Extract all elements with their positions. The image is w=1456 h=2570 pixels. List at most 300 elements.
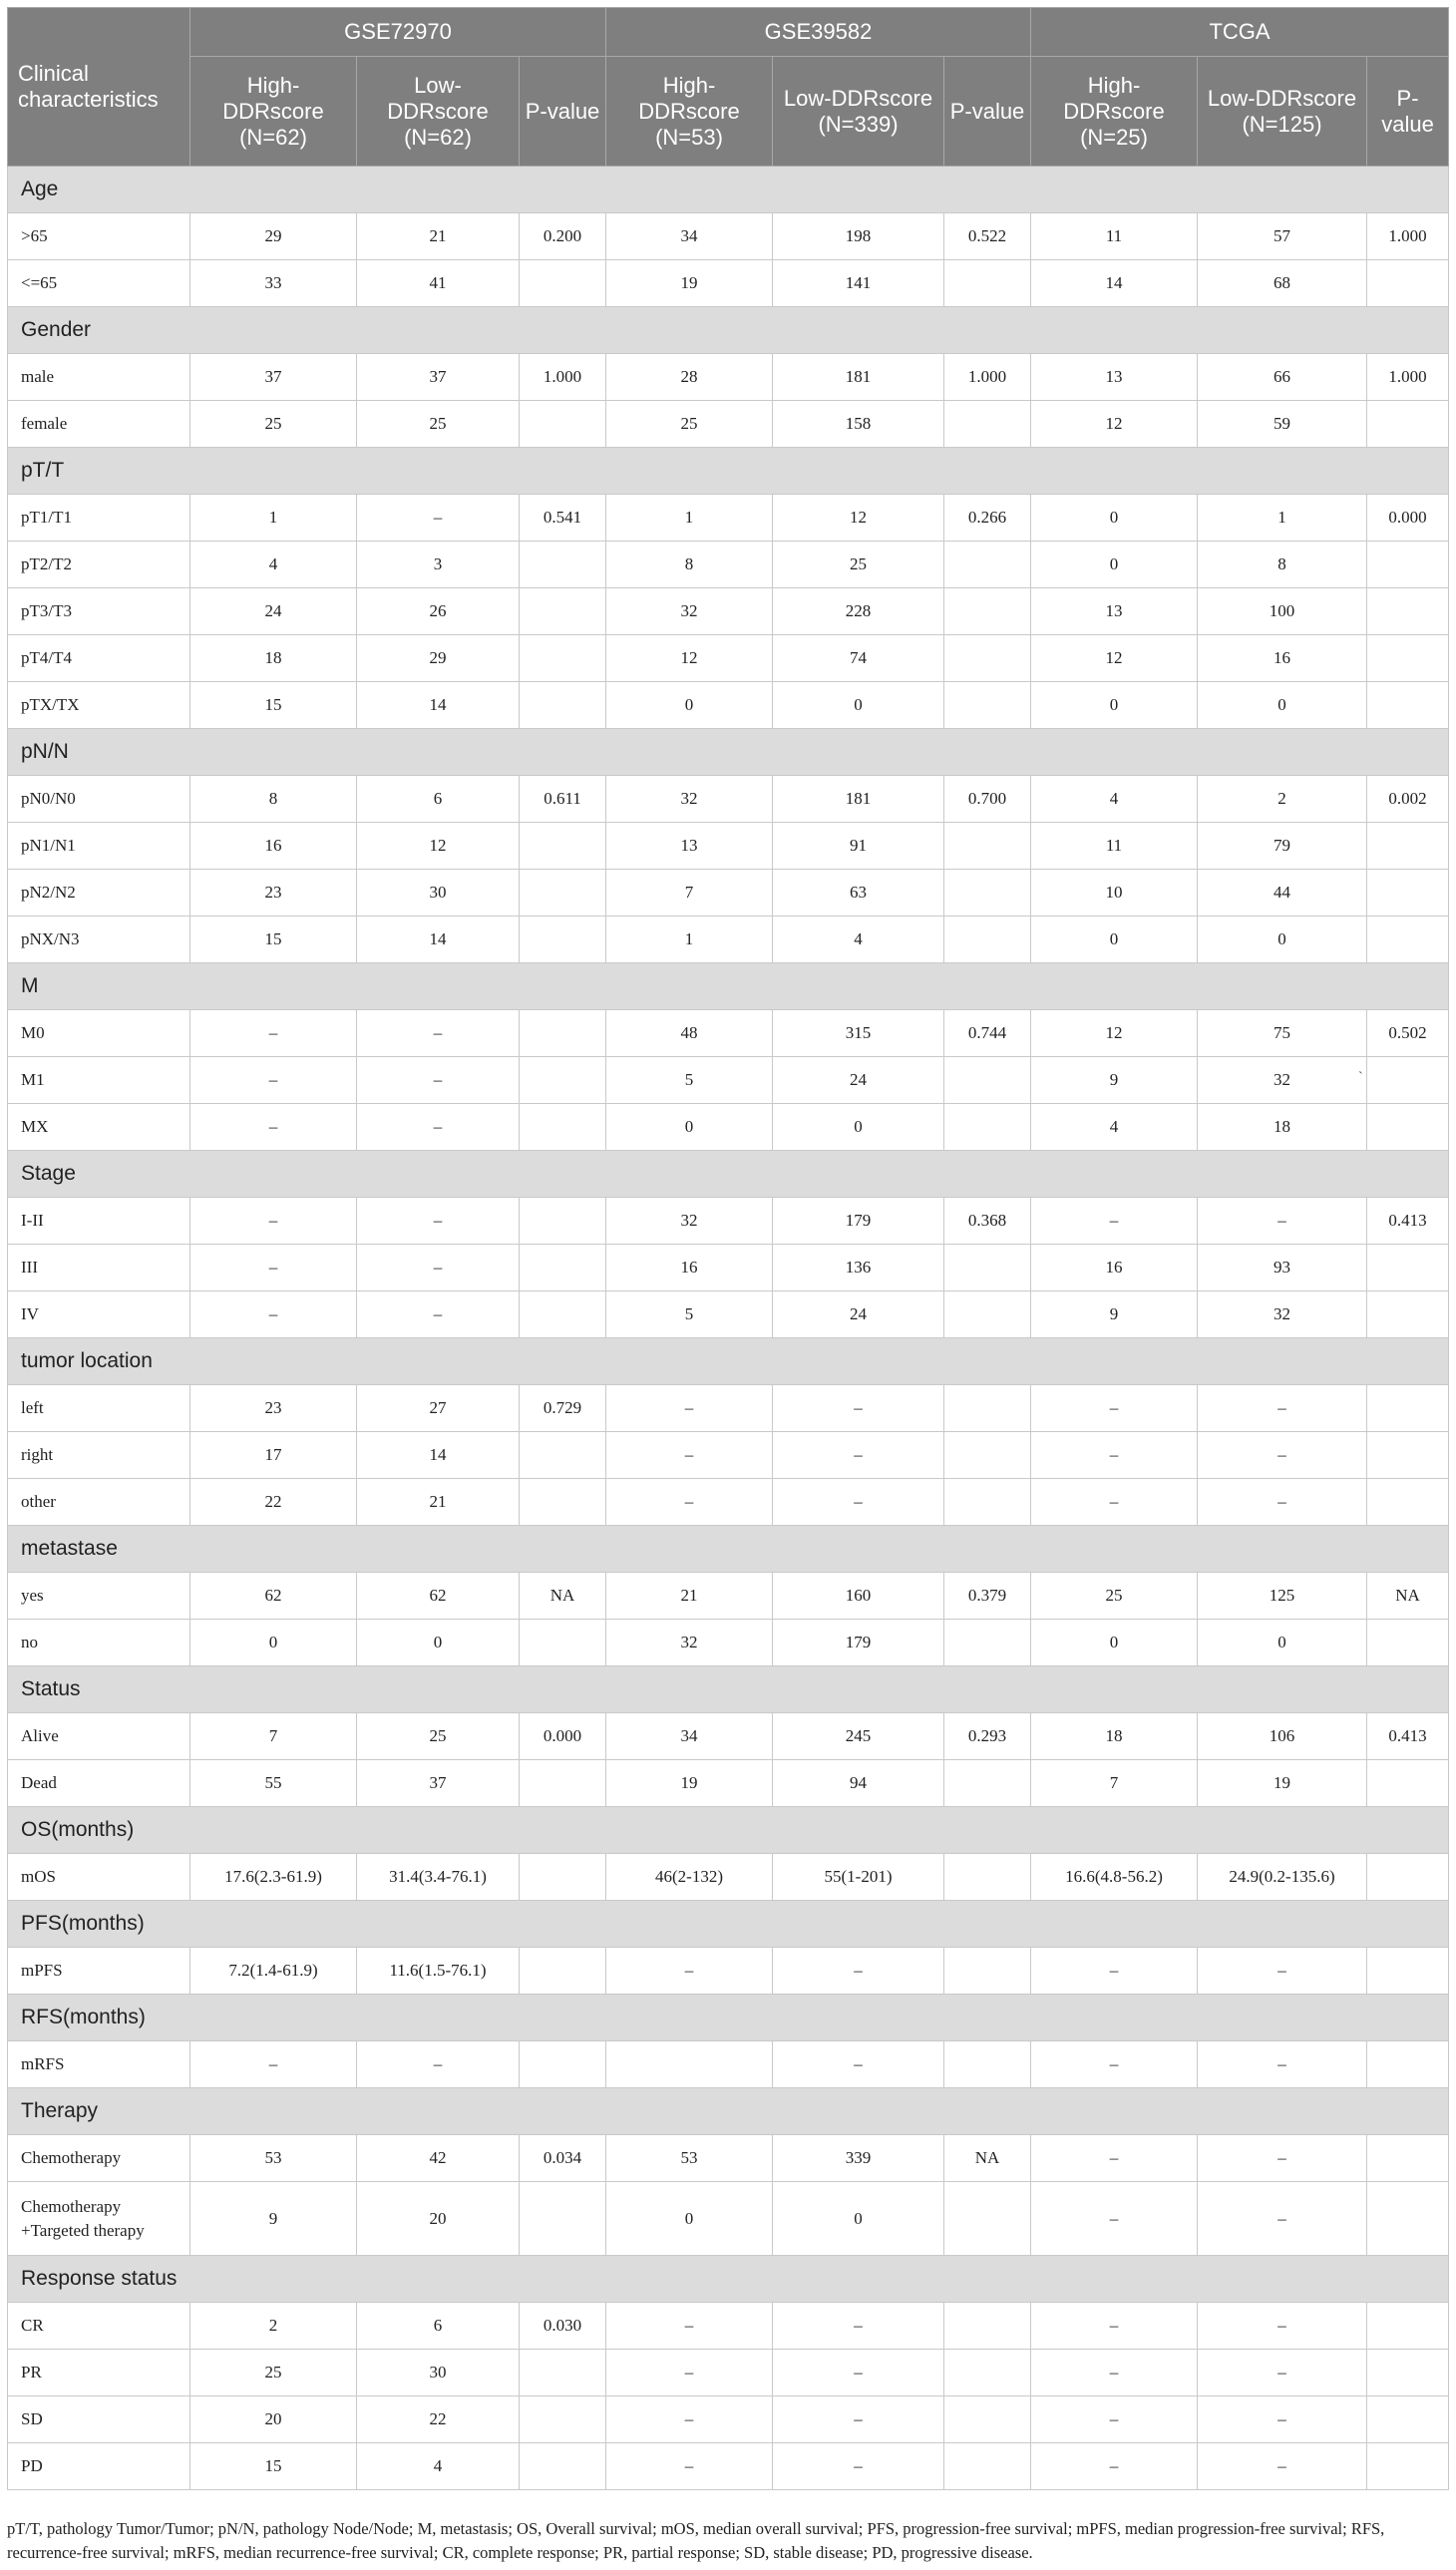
- table-cell: 12: [1031, 1010, 1198, 1057]
- table-cell: 8: [190, 776, 357, 823]
- table-cell: 93: [1198, 1245, 1367, 1291]
- table-cell: 74: [773, 635, 944, 682]
- section-title: metastase: [8, 1526, 1449, 1573]
- table-cell: –: [357, 1245, 520, 1291]
- table-cell: –: [357, 1198, 520, 1245]
- table-header: [8, 8, 1449, 167]
- table-cell: 0.200: [520, 213, 606, 260]
- table-row: [8, 917, 1449, 963]
- table-cell: –: [606, 1948, 773, 1995]
- table-cell: 0.034: [520, 2135, 606, 2182]
- table-cell: –: [773, 1479, 944, 1526]
- table-cell: [1367, 823, 1449, 870]
- table-cell: 7: [1031, 1760, 1198, 1807]
- table-cell: 25: [190, 2350, 357, 2396]
- table-cell: –: [606, 2303, 773, 2350]
- section-title: Gender: [8, 307, 1449, 354]
- table-cell: [944, 2396, 1031, 2443]
- table-cell: 0: [1031, 1620, 1198, 1666]
- table-cell: 21: [357, 213, 520, 260]
- table-cell: 0.000: [520, 1713, 606, 1760]
- section-title: Stage: [8, 1151, 1449, 1198]
- table-row: [8, 2443, 1449, 2490]
- row-label: <=65: [8, 260, 190, 307]
- table-cell: 7: [606, 870, 773, 917]
- table-cell: –: [1198, 2303, 1367, 2350]
- table-cell: 0.413: [1367, 1713, 1449, 1760]
- section-title: M: [8, 963, 1449, 1010]
- table-cell: 339: [773, 2135, 944, 2182]
- table-cell: –: [357, 495, 520, 542]
- header-tcga-pvalue: P-value: [1367, 57, 1449, 167]
- table-cell: 94: [773, 1760, 944, 1807]
- row-label: pT2/T2: [8, 542, 190, 588]
- table-cell: [944, 917, 1031, 963]
- table-cell: 27: [357, 1385, 520, 1432]
- table-cell: 228: [773, 588, 944, 635]
- table-cell: 34: [606, 213, 773, 260]
- table-cell: –: [1198, 2350, 1367, 2396]
- table-cell: –: [606, 2443, 773, 2490]
- table-cell: 0.368: [944, 1198, 1031, 1245]
- row-label: yes: [8, 1573, 190, 1620]
- table-cell: [944, 2182, 1031, 2256]
- table-cell: –: [1198, 2396, 1367, 2443]
- table-cell: 41: [357, 260, 520, 307]
- row-label: pT1/T1: [8, 495, 190, 542]
- table-cell: [520, 588, 606, 635]
- section-row: [8, 307, 1449, 354]
- table-cell: –: [1031, 2182, 1198, 2256]
- table-cell: 30: [357, 870, 520, 917]
- table-cell: 13: [1031, 354, 1198, 401]
- header-gse39582-low: Low-DDRscore (N=339): [773, 57, 944, 167]
- table-cell: 15: [190, 682, 357, 729]
- table-cell: –: [773, 2303, 944, 2350]
- table-cell: 25: [773, 542, 944, 588]
- table-cell: 0.379: [944, 1573, 1031, 1620]
- table-cell: 14: [357, 682, 520, 729]
- table-cell: [1367, 917, 1449, 963]
- row-label: Dead: [8, 1760, 190, 1807]
- row-label: mPFS: [8, 1948, 190, 1995]
- table-cell: 14: [357, 917, 520, 963]
- table-cell: 0: [606, 682, 773, 729]
- table-cell: [944, 1620, 1031, 1666]
- header-gse72970-low: Low-DDRscore (N=62): [357, 57, 520, 167]
- row-label: M0: [8, 1010, 190, 1057]
- table-cell: 26: [357, 588, 520, 635]
- table-cell: –: [190, 2041, 357, 2088]
- table-cell: 32: [606, 588, 773, 635]
- table-cell: [520, 1104, 606, 1151]
- table-cell: 0: [357, 1620, 520, 1666]
- table-cell: 14: [1031, 260, 1198, 307]
- table-cell: 0.293: [944, 1713, 1031, 1760]
- table-row: [8, 1620, 1449, 1666]
- table-cell: [520, 1010, 606, 1057]
- section-row: [8, 2088, 1449, 2135]
- table-cell: 0: [773, 682, 944, 729]
- row-label: pNX/N3: [8, 917, 190, 963]
- row-label: Chemotherapy: [8, 2135, 190, 2182]
- table-cell: [520, 2443, 606, 2490]
- table-cell: 160: [773, 1573, 944, 1620]
- section-row: [8, 1807, 1449, 1854]
- table-cell: [944, 2443, 1031, 2490]
- table-cell: 7.2(1.4-61.9): [190, 1948, 357, 1995]
- row-label: female: [8, 401, 190, 448]
- table-cell: 15: [190, 2443, 357, 2490]
- table-cell: 0.729: [520, 1385, 606, 1432]
- table-cell: [520, 1432, 606, 1479]
- table-cell: [1367, 1385, 1449, 1432]
- table-cell: [1367, 1760, 1449, 1807]
- table-cell: 12: [357, 823, 520, 870]
- table-cell: 0.522: [944, 213, 1031, 260]
- table-cell: [1367, 2396, 1449, 2443]
- table-cell: –: [190, 1291, 357, 1338]
- table-cell: 91: [773, 823, 944, 870]
- table-cell: –: [1198, 2135, 1367, 2182]
- table-cell: –: [1198, 1479, 1367, 1526]
- table-cell: 0: [773, 1104, 944, 1151]
- table-row: [8, 213, 1449, 260]
- table-cell: 0: [1031, 682, 1198, 729]
- table-cell: –: [190, 1198, 357, 1245]
- table-cell: [520, 1245, 606, 1291]
- table-cell: [944, 823, 1031, 870]
- table-cell: –: [1031, 1198, 1198, 1245]
- table-cell: 59: [1198, 401, 1367, 448]
- table-cell: –: [773, 2396, 944, 2443]
- table-cell: 2: [190, 2303, 357, 2350]
- clinical-characteristics-table: [7, 7, 1449, 2490]
- table-cell: 0: [773, 2182, 944, 2256]
- table-row: [8, 1104, 1449, 1151]
- header-cohort-gse72970: GSE72970: [190, 8, 606, 57]
- table-cell: [1367, 1057, 1449, 1104]
- table-cell: 6: [357, 2303, 520, 2350]
- table-cell: 1.000: [1367, 354, 1449, 401]
- table-cell: 53: [190, 2135, 357, 2182]
- table-cell: –: [1031, 1385, 1198, 1432]
- table-cell: 46(2-132): [606, 1854, 773, 1901]
- section-row: [8, 1151, 1449, 1198]
- row-label: SD: [8, 2396, 190, 2443]
- table-row: [8, 1760, 1449, 1807]
- table-cell: 100: [1198, 588, 1367, 635]
- table-cell: 0: [1198, 682, 1367, 729]
- table-cell: 42: [357, 2135, 520, 2182]
- table-cell: [520, 1854, 606, 1901]
- row-label: right: [8, 1432, 190, 1479]
- table-row: [8, 1854, 1449, 1901]
- table-cell: 9: [1031, 1291, 1198, 1338]
- section-row: [8, 963, 1449, 1010]
- table-cell: 0: [1031, 495, 1198, 542]
- table-cell: 0: [1031, 542, 1198, 588]
- table-cell: 1.000: [1367, 213, 1449, 260]
- table-cell: 44: [1198, 870, 1367, 917]
- table-cell: [944, 1057, 1031, 1104]
- table-cell: –: [1198, 1198, 1367, 1245]
- table-cell: 55: [190, 1760, 357, 1807]
- table-cell: 23: [190, 870, 357, 917]
- table-cell: 136: [773, 1245, 944, 1291]
- table-cell: 32: [1198, 1057, 1367, 1104]
- table-cell: –: [357, 2041, 520, 2088]
- section-row: [8, 1526, 1449, 1573]
- header-gse39582-high: High-DDRscore (N=53): [606, 57, 773, 167]
- table-cell: 62: [190, 1573, 357, 1620]
- table-cell: 16.6(4.8-56.2): [1031, 1854, 1198, 1901]
- header-clinical-characteristics: Clinical characteristics: [8, 8, 190, 167]
- row-label: pTX/TX: [8, 682, 190, 729]
- table-row: [8, 1245, 1449, 1291]
- table-cell: 8: [606, 542, 773, 588]
- table-cell: 12: [606, 635, 773, 682]
- table-cell: [1367, 1479, 1449, 1526]
- table-cell: 25: [357, 401, 520, 448]
- table-row: [8, 588, 1449, 635]
- row-label: pN1/N1: [8, 823, 190, 870]
- table-cell: –: [1031, 1948, 1198, 1995]
- table-cell: –: [1198, 1948, 1367, 1995]
- table-cell: 37: [190, 354, 357, 401]
- section-row: [8, 167, 1449, 213]
- table-cell: –: [773, 1432, 944, 1479]
- row-label: mOS: [8, 1854, 190, 1901]
- table-cell: 4: [1031, 1104, 1198, 1151]
- table-cell: [520, 1760, 606, 1807]
- table-row: [8, 1713, 1449, 1760]
- table-cell: 11.6(1.5-76.1): [357, 1948, 520, 1995]
- table-cell: –: [357, 1104, 520, 1151]
- table-cell: [944, 588, 1031, 635]
- section-title: OS(months): [8, 1807, 1449, 1854]
- table-cell: 158: [773, 401, 944, 448]
- table-cell: –: [190, 1010, 357, 1057]
- header-cohort-tcga: TCGA: [1031, 8, 1449, 57]
- table-cell: [1367, 2135, 1449, 2182]
- table-cell: [1367, 1432, 1449, 1479]
- table-cell: 18: [1031, 1713, 1198, 1760]
- table-cell: 24: [773, 1057, 944, 1104]
- row-label: other: [8, 1479, 190, 1526]
- section-row: [8, 448, 1449, 495]
- table-cell: 181: [773, 776, 944, 823]
- row-label: no: [8, 1620, 190, 1666]
- table-row: [8, 260, 1449, 307]
- table-cell: 10: [1031, 870, 1198, 917]
- row-label: male: [8, 354, 190, 401]
- section-title: pN/N: [8, 729, 1449, 776]
- table-cell: 13: [1031, 588, 1198, 635]
- table-cell: –: [773, 1385, 944, 1432]
- table-cell: 20: [357, 2182, 520, 2256]
- row-label: pN2/N2: [8, 870, 190, 917]
- section-row: [8, 729, 1449, 776]
- table-cell: NA: [944, 2135, 1031, 2182]
- table-cell: –: [1031, 2443, 1198, 2490]
- table-cell: –: [1031, 2303, 1198, 2350]
- table-cell: 37: [357, 1760, 520, 1807]
- table-cell: 3: [357, 542, 520, 588]
- table-cell: 125: [1198, 1573, 1367, 1620]
- table-cell: [1367, 2182, 1449, 2256]
- table-cell: –: [606, 2350, 773, 2396]
- table-cell: [944, 2350, 1031, 2396]
- table-cell: 0.266: [944, 495, 1031, 542]
- table-cell: 23: [190, 1385, 357, 1432]
- header-gse72970-high: High-DDRscore (N=62): [190, 57, 357, 167]
- table-cell: 57: [1198, 213, 1367, 260]
- table-cell: 17.6(2.3-61.9): [190, 1854, 357, 1901]
- table-cell: 179: [773, 1198, 944, 1245]
- table-cell: 0: [190, 1620, 357, 1666]
- table-cell: 5: [606, 1291, 773, 1338]
- table-cell: [520, 2041, 606, 2088]
- table-cell: [944, 1432, 1031, 1479]
- table-cell: 22: [190, 1479, 357, 1526]
- table-cell: –: [773, 1948, 944, 1995]
- table-cell: 62: [357, 1573, 520, 1620]
- table-cell: [520, 870, 606, 917]
- table-cell: –: [357, 1291, 520, 1338]
- table-cell: [520, 260, 606, 307]
- row-label: IV: [8, 1291, 190, 1338]
- row-label: Chemotherapy +Targeted therapy: [8, 2182, 190, 2256]
- table-cell: –: [357, 1010, 520, 1057]
- table-cell: 18: [190, 635, 357, 682]
- table-cell: [1367, 1291, 1449, 1338]
- table-cell: 198: [773, 213, 944, 260]
- section-title: Response status: [8, 2256, 1449, 2303]
- table-cell: [1367, 1620, 1449, 1666]
- table-cell: 28: [606, 354, 773, 401]
- table-cell: –: [357, 1057, 520, 1104]
- table-cell: –: [1031, 2135, 1198, 2182]
- table-cell: –: [1031, 2350, 1198, 2396]
- table-row: [8, 823, 1449, 870]
- table-cell: 0.002: [1367, 776, 1449, 823]
- table-cell: 13: [606, 823, 773, 870]
- table-cell: 22: [357, 2396, 520, 2443]
- table-row: [8, 1010, 1449, 1057]
- table-cell: [944, 401, 1031, 448]
- table-cell: [520, 1198, 606, 1245]
- table-cell: [520, 2396, 606, 2443]
- table-cell: –: [190, 1104, 357, 1151]
- table-row: [8, 495, 1449, 542]
- table-cell: [520, 1291, 606, 1338]
- table-cell: 19: [606, 1760, 773, 1807]
- table-cell: –: [773, 2350, 944, 2396]
- table-cell: [606, 2041, 773, 2088]
- row-label: M1: [8, 1057, 190, 1104]
- table-cell: 24.9(0.2-135.6): [1198, 1854, 1367, 1901]
- section-row: [8, 2256, 1449, 2303]
- table-cell: [944, 260, 1031, 307]
- table-cell: 0: [606, 2182, 773, 2256]
- table-cell: –: [1198, 2041, 1367, 2088]
- table-cell: –: [1198, 2182, 1367, 2256]
- row-label: pT3/T3: [8, 588, 190, 635]
- table-cell: –: [1198, 2443, 1367, 2490]
- table-cell: [944, 1854, 1031, 1901]
- table-cell: 8: [1198, 542, 1367, 588]
- table-cell: 37: [357, 354, 520, 401]
- table-cell: 16: [1031, 1245, 1198, 1291]
- table-cell: 0.413: [1367, 1198, 1449, 1245]
- table-cell: 141: [773, 260, 944, 307]
- table-cell: [520, 1479, 606, 1526]
- table-cell: 68: [1198, 260, 1367, 307]
- table-cell: [1367, 401, 1449, 448]
- section-title: pT/T: [8, 448, 1449, 495]
- table-cell: 53: [606, 2135, 773, 2182]
- table-cell: 29: [357, 635, 520, 682]
- table-cell: [520, 1057, 606, 1104]
- table-cell: 25: [606, 401, 773, 448]
- table-cell: 55(1-201): [773, 1854, 944, 1901]
- table-cell: 7: [190, 1713, 357, 1760]
- table-cell: 15: [190, 917, 357, 963]
- table-cell: 79: [1198, 823, 1367, 870]
- row-label: mRFS: [8, 2041, 190, 2088]
- section-title: Age: [8, 167, 1449, 213]
- table-cell: 19: [606, 260, 773, 307]
- table-cell: [944, 635, 1031, 682]
- table-cell: –: [190, 1057, 357, 1104]
- table-cell: 12: [1031, 635, 1198, 682]
- table-cell: 32: [606, 1620, 773, 1666]
- table-cell: [520, 917, 606, 963]
- table-row: [8, 1057, 1449, 1104]
- header-tcga-low: Low-DDRscore (N=125): [1198, 57, 1367, 167]
- table-cell: [944, 1245, 1031, 1291]
- table-row: [8, 2350, 1449, 2396]
- table-cell: –: [773, 2443, 944, 2490]
- table-cell: [944, 542, 1031, 588]
- table-cell: 1.000: [944, 354, 1031, 401]
- section-row: [8, 1995, 1449, 2041]
- row-label: pT4/T4: [8, 635, 190, 682]
- table-cell: 4: [190, 542, 357, 588]
- table-cell: 0.700: [944, 776, 1031, 823]
- table-cell: [520, 401, 606, 448]
- table-cell: 0.030: [520, 2303, 606, 2350]
- section-title: Therapy: [8, 2088, 1449, 2135]
- table-cell: –: [190, 1245, 357, 1291]
- table-cell: [520, 635, 606, 682]
- table-cell: 31.4(3.4-76.1): [357, 1854, 520, 1901]
- table-cell: [1367, 260, 1449, 307]
- table-cell: –: [1031, 2041, 1198, 2088]
- table-cell: 5: [606, 1057, 773, 1104]
- table-cell: [1367, 542, 1449, 588]
- table-cell: [520, 2182, 606, 2256]
- table-cell: 0: [1031, 917, 1198, 963]
- table-cell: 0.502: [1367, 1010, 1449, 1057]
- table-cell: 12: [773, 495, 944, 542]
- table-cell: 1: [606, 917, 773, 963]
- section-title: tumor location: [8, 1338, 1449, 1385]
- row-label: PD: [8, 2443, 190, 2490]
- table-cell: 9: [190, 2182, 357, 2256]
- row-label: pN0/N0: [8, 776, 190, 823]
